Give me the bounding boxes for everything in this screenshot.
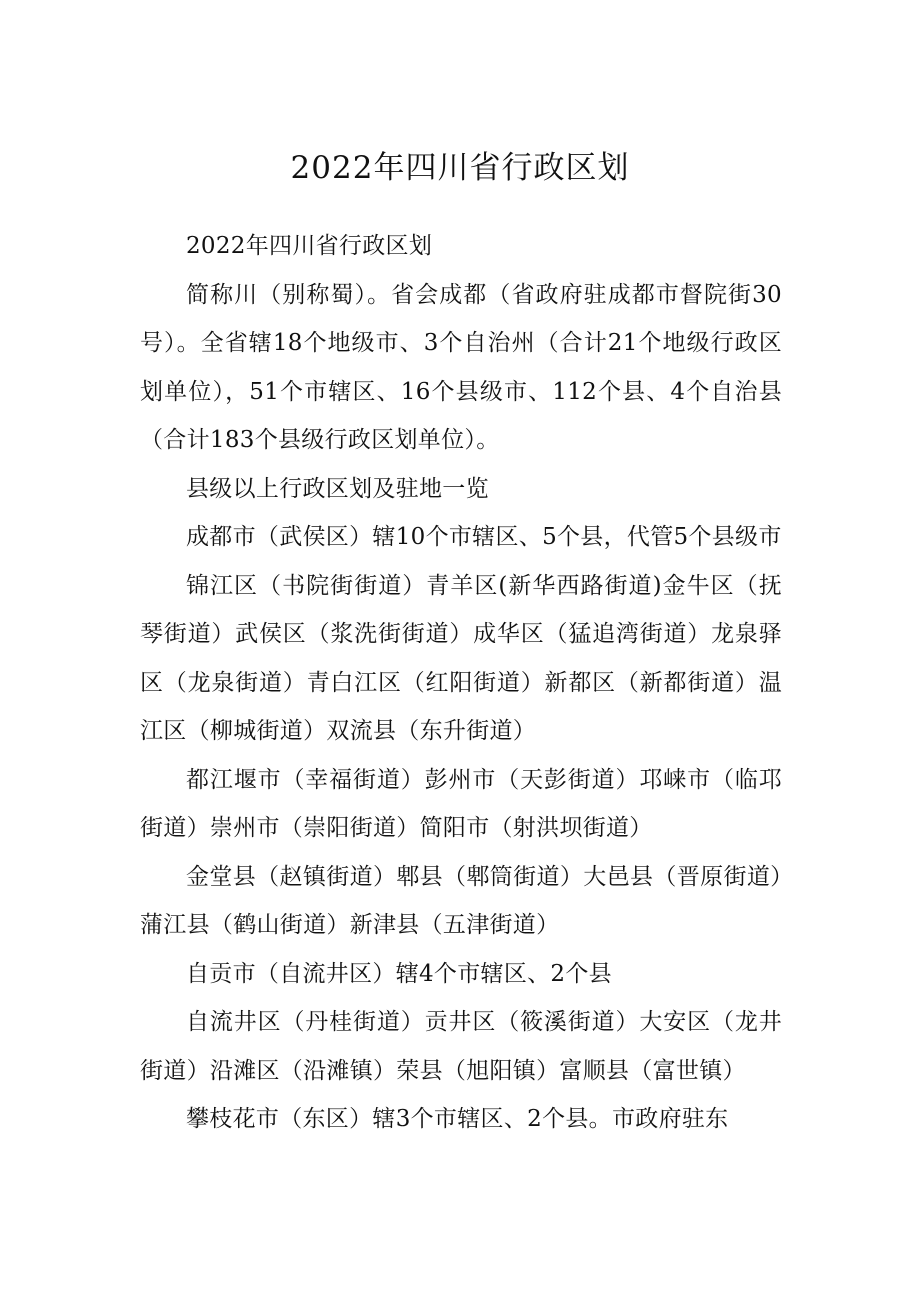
paragraph-section-heading: 县级以上行政区划及驻地一览 bbox=[186, 475, 489, 502]
paragraph-chengdu-districts: 锦江区（书院街街道）青羊区(新华西路街道)金牛区（抚琴街道）武侯区（浆洗街街道）成华区（猛追湾街道）龙泉驿区（龙泉街道）青白江区（红阳街道）新都区（新都街道）温江区（柳城街道）双流县（东升街道） bbox=[140, 572, 782, 744]
document-title: 2022年四川省行政区划 bbox=[290, 150, 630, 186]
paragraph-subtitle: 2022年四川省行政区划 bbox=[186, 233, 433, 259]
paragraph-chengdu: 成都市（武侯区）辖10个市辖区、5个县，代管5个县级市 bbox=[186, 524, 782, 550]
paragraph-chengdu-counties: 金堂县（赵镇街道）郫县（郫筒街道）大邑县（晋原街道）蒲江县（鹤山街道）新津县（五津街道） bbox=[140, 863, 782, 938]
paragraph-zigong: 自贡市（自流井区）辖4个市辖区、2个县 bbox=[186, 960, 612, 987]
paragraph-overview: 简称川（别称蜀）。省会成都（省政府驻成都市督院街30号）。全省辖18个地级市、3个自治州（合计21个地级行政区划单位），51个市辖区、16个县级市、112个县、4个自治县（合计183个县级行政区划单位）。 bbox=[140, 281, 782, 453]
paragraph-zigong-districts: 自流井区（丹桂街道）贡井区（筱溪街道）大安区（龙井街道）沿滩区（沿滩镇）荣县（旭阳镇）富顺县（富世镇） bbox=[140, 1009, 782, 1084]
paragraph-chengdu-cities: 都江堰市（幸福街道）彭州市（天彭街道）邛崃市（临邛街道）崇州市（崇阳街道）简阳市（射洪坝街道） bbox=[140, 766, 782, 841]
paragraph-panzhihua: 攀枝花市（东区）辖3个市辖区、2个县。市政府驻东 bbox=[186, 1106, 729, 1132]
document-body bbox=[140, 222, 782, 1144]
